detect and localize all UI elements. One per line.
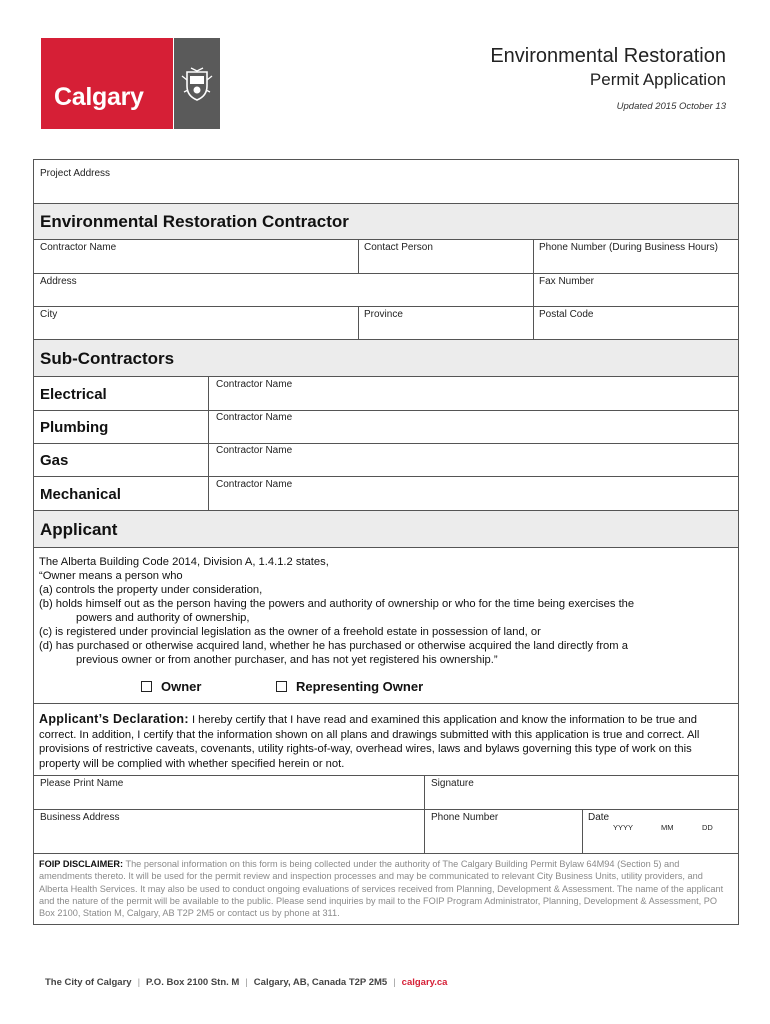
foip-title: FOIP DISCLAIMER:	[39, 859, 124, 869]
phone-field[interactable]	[534, 253, 737, 272]
code-line-7: (d) has purchased or otherwise acquired land, whether he has purchased or otherwise acquired the land directly from a	[39, 640, 628, 652]
business-address-field[interactable]	[34, 824, 423, 852]
applicant-declaration	[39, 712, 729, 771]
date-mm-label: MM	[661, 823, 674, 832]
signature-field[interactable]	[425, 790, 737, 808]
footer-city: Calgary, AB, Canada T2P 2M5	[253, 977, 388, 988]
subcontractors-heading: Sub-Contractors	[40, 349, 175, 368]
form-subtitle: Permit Application	[589, 70, 726, 89]
fax-label: Fax Number	[539, 276, 595, 287]
city-label: City	[40, 309, 58, 320]
representing-owner-checkbox[interactable]	[276, 679, 423, 694]
updated-date: Updated 2015 October 13	[616, 101, 726, 112]
applicant-section-band	[34, 511, 738, 547]
province-label: Province	[364, 309, 403, 320]
contact-person-field[interactable]	[359, 253, 532, 272]
city-field[interactable]	[34, 320, 357, 338]
print-name-field[interactable]	[34, 790, 423, 808]
date-field[interactable]	[583, 833, 737, 852]
gas-contractor-field[interactable]	[209, 457, 737, 475]
business-address-label: Business Address	[40, 812, 120, 823]
owner-checkbox[interactable]	[141, 679, 201, 694]
date-dd-label: DD	[702, 823, 713, 832]
calgary-logo	[41, 38, 173, 129]
date-yyyy-label: YYYY	[613, 823, 634, 832]
applicant-phone-field[interactable]	[425, 824, 581, 852]
plumbing-contractor-label: Contractor Name	[216, 412, 293, 423]
owner-option-label: Owner	[161, 679, 202, 694]
code-line-6: (c) is registered under provincial legislation as the owner of a freehold estate in possession of land, or	[39, 626, 541, 638]
contractor-heading: Environmental Restoration Contractor	[40, 212, 349, 231]
address-label: Address	[40, 276, 77, 287]
trade-mechanical: Mechanical	[40, 486, 121, 503]
page-footer: The City of Calgary | P.O. Box 2100 Stn. M | Calgary, AB, Canada T2P 2M5 | calgary.ca	[45, 977, 448, 988]
province-field[interactable]	[359, 320, 532, 338]
date-label: Date	[588, 812, 610, 823]
applicant-heading: Applicant	[40, 520, 118, 539]
electrical-contractor-field[interactable]	[209, 391, 737, 409]
logo-text: Calgary	[54, 83, 144, 111]
foip-text: The personal information on this form is being collected under the authority of The Calgary Building Permit Bylaw 64M94 (Section 5) and amendments thereto. It will be used for the permit review and inspection processes and may be communicated to relevant City Business Units, utility providers, and Alberta Health Services. It may also be used to conduct ongoing evaluations of services received from Planning, Development & Assessment. The name of the applicant and the nature of the permit will be available to the public. Please send inquiries by mail to the FOIP Program Administrator, Planning, Development & Assessment, PO Box 2100, Station M, Calgary, AB T2P 2M5 or contact us by phone at 311.	[39, 859, 724, 919]
electrical-contractor-label: Contractor Name	[216, 379, 293, 390]
phone-label: Phone Number (During Business Hours)	[539, 242, 718, 253]
trade-gas: Gas	[40, 452, 69, 469]
code-line-4: (b) holds himself out as the person having the powers and authority of ownership or who for the time being exercises the	[39, 598, 635, 610]
code-line-2: “Owner means a person who	[39, 570, 183, 582]
mechanical-contractor-label: Contractor Name	[216, 479, 293, 490]
mechanical-contractor-field[interactable]	[209, 491, 737, 509]
foip-disclaimer	[39, 858, 729, 919]
code-line-5: powers and authority of ownership,	[76, 612, 250, 624]
code-line-3: (a) controls the property under consideration,	[39, 584, 263, 596]
footer-box: P.O. Box 2100 Stn. M	[146, 977, 240, 988]
signature-label: Signature	[431, 778, 474, 789]
trade-electrical: Electrical	[40, 386, 107, 403]
declaration-title: Applicant’s Declaration:	[39, 712, 189, 726]
form-title: Environmental Restoration	[490, 45, 726, 67]
footer-website-link[interactable]: calgary.ca	[401, 977, 448, 988]
postal-code-field[interactable]	[534, 320, 737, 338]
print-name-label: Please Print Name	[40, 778, 124, 789]
project-address-field[interactable]	[34, 180, 738, 202]
contractor-name-label: Contractor Name	[40, 242, 117, 253]
footer-org: The City of Calgary	[45, 977, 132, 988]
applicant-phone-label: Phone Number	[431, 812, 499, 823]
checkbox-square-icon	[276, 681, 287, 692]
trade-plumbing: Plumbing	[40, 419, 109, 436]
postal-code-label: Postal Code	[539, 309, 594, 320]
code-line-8: previous owner or from another purchaser, and has not yet registered his ownership.”	[76, 654, 498, 666]
contact-person-label: Contact Person	[364, 242, 433, 253]
declaration-text: I hereby certify that I have read and examined this application and know the information to be true and correct. In addition, I certify that the information shown on all plans and drawings submitted with this application is true and correct. All provisions of restrictive caveats, covenants, utility rights-of-way, overhead wires, laws and bylaws governing this type of work on this property will be complied with whether specified herein or not.	[39, 714, 700, 770]
fax-field[interactable]	[534, 287, 737, 305]
plumbing-contractor-field[interactable]	[209, 424, 737, 442]
gas-contractor-label: Contractor Name	[216, 445, 293, 456]
contractor-name-field[interactable]	[34, 253, 357, 272]
rep-option-label: Representing Owner	[296, 679, 424, 694]
code-line-1: The Alberta Building Code 2014, Division A, 1.4.1.2 states,	[39, 556, 329, 568]
checkbox-square-icon	[141, 681, 152, 692]
project-address-label: Project Address	[40, 168, 111, 179]
address-field[interactable]	[34, 287, 532, 305]
city-crest-icon	[174, 38, 220, 129]
